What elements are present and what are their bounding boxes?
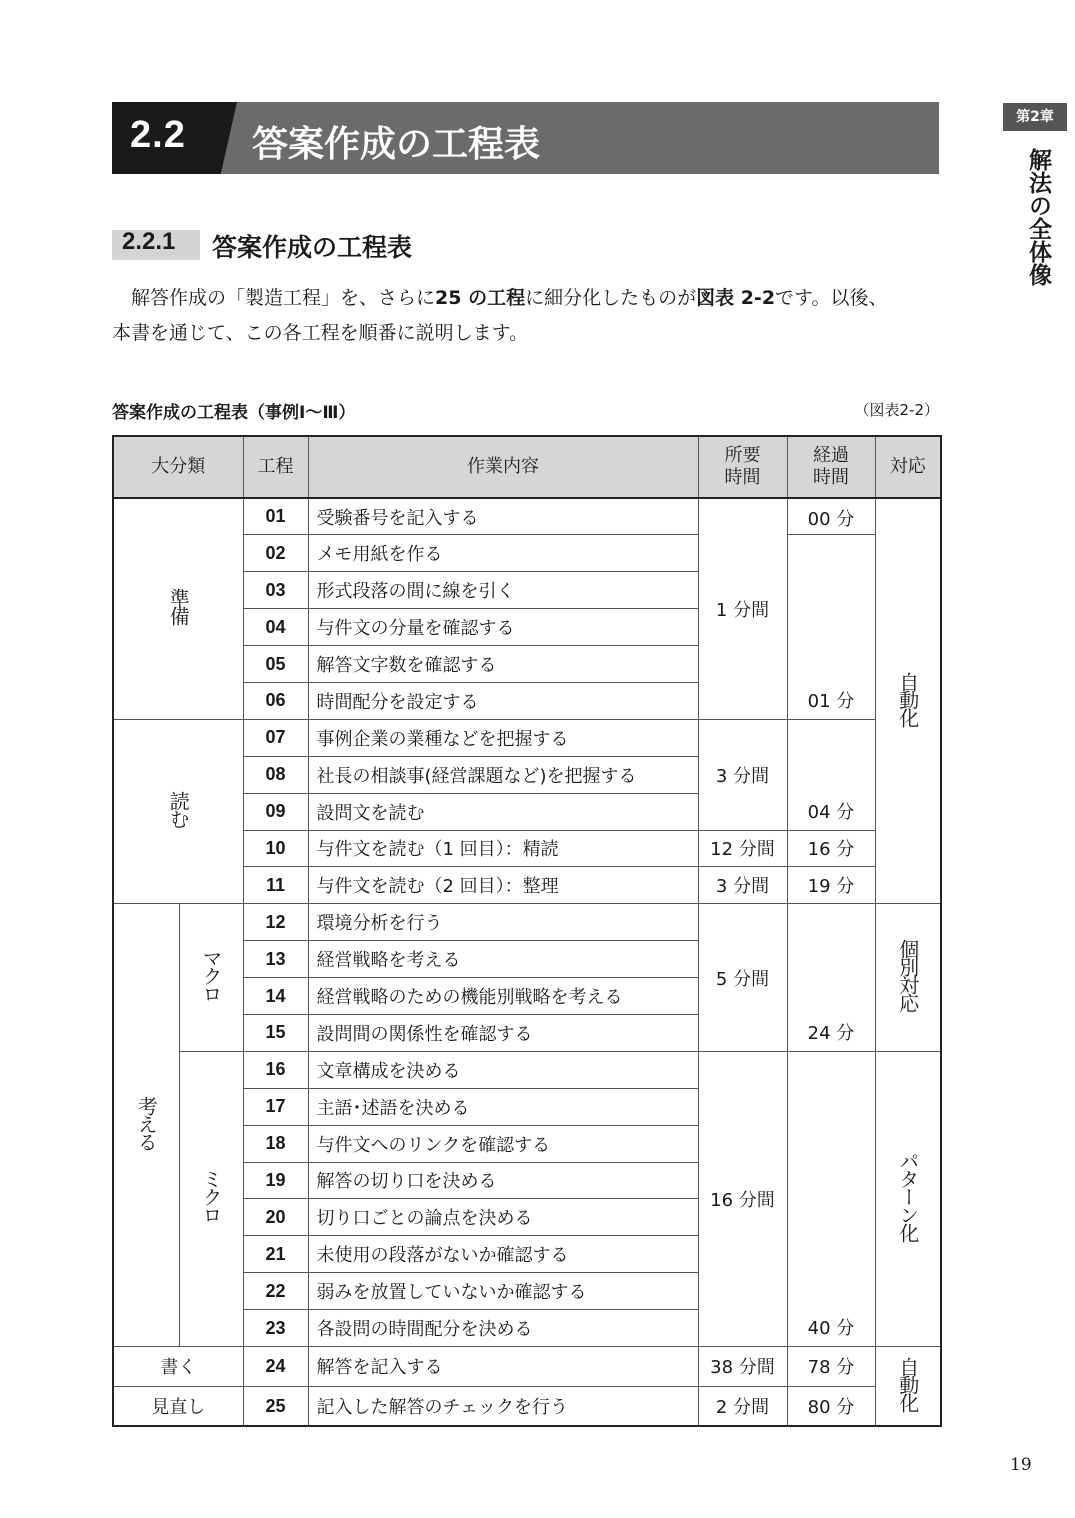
step-number: 12 bbox=[243, 904, 308, 941]
task-text: 弱みを放置していないか確認する bbox=[308, 1273, 698, 1310]
step-number: 09 bbox=[243, 793, 308, 830]
step-number: 18 bbox=[243, 1125, 308, 1162]
category-think bbox=[113, 904, 179, 1347]
step-number: 19 bbox=[243, 1162, 308, 1199]
process-table bbox=[112, 435, 942, 1427]
task-text: 経営戦略を考える bbox=[308, 941, 698, 978]
time-required: 2 分間 bbox=[698, 1386, 787, 1426]
time-required: 16 分間 bbox=[698, 1051, 787, 1346]
header-step: 工程 bbox=[243, 436, 308, 498]
elapsed-time: 24 分 bbox=[787, 904, 875, 1052]
handling-pattern bbox=[875, 1051, 941, 1346]
para-bold: 図表 2-2 bbox=[696, 287, 776, 309]
step-number: 05 bbox=[243, 646, 308, 683]
elapsed-time: 04 分 bbox=[787, 719, 875, 830]
handling-label: 自動化 bbox=[895, 1356, 920, 1411]
step-number: 14 bbox=[243, 978, 308, 1015]
para-text: 解答作成の「製造工程」を、さらに bbox=[112, 287, 436, 309]
elapsed-time: 19 分 bbox=[787, 867, 875, 904]
step-number: 08 bbox=[243, 756, 308, 793]
section-header-bar bbox=[112, 102, 939, 174]
category-label: 読む bbox=[166, 791, 191, 828]
time-required: 1 分間 bbox=[698, 498, 787, 719]
header-category: 大分類 bbox=[113, 436, 243, 498]
time-required: 3 分間 bbox=[698, 867, 787, 904]
table-row bbox=[113, 1051, 941, 1088]
task-text: 受験番号を記入する bbox=[308, 498, 698, 535]
elapsed-time: 78 分 bbox=[787, 1346, 875, 1386]
task-text: 主語･述語を決める bbox=[308, 1088, 698, 1125]
task-text: 与件文へのリンクを確認する bbox=[308, 1125, 698, 1162]
para-text: に細分化したものが bbox=[525, 287, 697, 309]
task-text: 形式段落の間に線を引く bbox=[308, 572, 698, 609]
subsection-title: 答案作成の工程表 bbox=[212, 233, 413, 262]
table-header-row bbox=[113, 436, 941, 498]
task-text: 設問間の関係性を確認する bbox=[308, 1014, 698, 1051]
paragraph-line-2: 本書を通じて、この各工程を順番に説明します。 bbox=[112, 322, 529, 344]
header-elapsed: 経過 時間 bbox=[787, 436, 875, 498]
elapsed-time: 80 分 bbox=[787, 1386, 875, 1426]
category-label: 準備 bbox=[166, 588, 191, 625]
task-text: 事例企業の業種などを把握する bbox=[308, 719, 698, 756]
para-text: です。以後、 bbox=[775, 287, 888, 309]
step-number: 10 bbox=[243, 830, 308, 867]
elapsed-time: 16 分 bbox=[787, 830, 875, 867]
step-number: 17 bbox=[243, 1088, 308, 1125]
table-row bbox=[113, 1386, 941, 1426]
table-row bbox=[113, 719, 941, 756]
step-number: 16 bbox=[243, 1051, 308, 1088]
step-number: 15 bbox=[243, 1014, 308, 1051]
category-read bbox=[113, 719, 243, 903]
figure-title: 答案作成の工程表（事例Ⅰ～Ⅲ） bbox=[112, 403, 356, 423]
elapsed-time: 01 分 bbox=[787, 535, 875, 719]
elapsed-time: 40 分 bbox=[787, 1051, 875, 1346]
task-text: 未使用の段落がないか確認する bbox=[308, 1236, 698, 1273]
time-required: 3 分間 bbox=[698, 719, 787, 830]
handling-label: 自動化 bbox=[895, 671, 920, 726]
step-number: 07 bbox=[243, 719, 308, 756]
time-required: 12 分間 bbox=[698, 830, 787, 867]
category-prep bbox=[113, 498, 243, 719]
task-text: 与件文の分量を確認する bbox=[308, 609, 698, 646]
category-macro bbox=[179, 904, 243, 1052]
section-number: 2.2 bbox=[130, 114, 186, 156]
task-text: 文章構成を決める bbox=[308, 1051, 698, 1088]
chapter-tab: 第2章 bbox=[1003, 103, 1067, 131]
elapsed-time: 00 分 bbox=[787, 498, 875, 535]
step-number: 21 bbox=[243, 1236, 308, 1273]
step-number: 01 bbox=[243, 498, 308, 535]
category-write: 書く bbox=[113, 1346, 243, 1386]
step-number: 02 bbox=[243, 535, 308, 572]
step-number: 13 bbox=[243, 941, 308, 978]
category-review: 見直し bbox=[113, 1386, 243, 1426]
step-number: 06 bbox=[243, 682, 308, 719]
category-micro bbox=[179, 1051, 243, 1346]
task-text: 切り口ごとの論点を決める bbox=[308, 1199, 698, 1236]
step-number: 03 bbox=[243, 572, 308, 609]
handling-individual bbox=[875, 904, 941, 1052]
chapter-vertical-title: 解法の全体像 bbox=[1025, 148, 1051, 286]
task-text: 記入した解答のチェックを行う bbox=[308, 1386, 698, 1426]
task-text: 設問文を読む bbox=[308, 793, 698, 830]
header-handling: 対応 bbox=[875, 436, 941, 498]
time-required: 5 分間 bbox=[698, 904, 787, 1052]
task-text: 各設問の時間配分を決める bbox=[308, 1310, 698, 1347]
step-number: 24 bbox=[243, 1346, 308, 1386]
step-number: 04 bbox=[243, 609, 308, 646]
paragraph-line-1 bbox=[112, 286, 942, 310]
task-text: 解答の切り口を決める bbox=[308, 1162, 698, 1199]
task-text: 経営戦略のための機能別戦略を考える bbox=[308, 978, 698, 1015]
category-label: マクロ bbox=[199, 948, 223, 1003]
task-text: 解答文字数を確認する bbox=[308, 646, 698, 683]
category-label: ミクロ bbox=[199, 1169, 223, 1224]
subsection-number: 2.2.1 bbox=[122, 228, 176, 255]
task-text: 与件文を読む（2 回目）：整理 bbox=[308, 867, 698, 904]
header-time-required: 所要 時間 bbox=[698, 436, 787, 498]
table-row bbox=[113, 1346, 941, 1386]
time-required: 38 分間 bbox=[698, 1346, 787, 1386]
task-text: 社長の相談事(経営課題など)を把握する bbox=[308, 756, 698, 793]
step-number: 23 bbox=[243, 1310, 308, 1347]
table-row bbox=[113, 498, 941, 535]
task-text: 環境分析を行う bbox=[308, 904, 698, 941]
category-label: 考える bbox=[134, 1095, 159, 1150]
handling-auto-2 bbox=[875, 1346, 941, 1426]
table-row bbox=[113, 904, 941, 941]
task-text: 解答を記入する bbox=[308, 1346, 698, 1386]
step-number: 20 bbox=[243, 1199, 308, 1236]
task-text: 時間配分を設定する bbox=[308, 682, 698, 719]
handling-auto bbox=[875, 498, 941, 904]
page-number: 19 bbox=[1010, 1455, 1032, 1475]
header-task: 作業内容 bbox=[308, 436, 698, 498]
step-number: 22 bbox=[243, 1273, 308, 1310]
section-title: 答案作成の工程表 bbox=[252, 124, 541, 165]
para-bold: 25 の工程 bbox=[435, 287, 526, 309]
handling-label: パターン化 bbox=[895, 1151, 920, 1242]
step-number: 25 bbox=[243, 1386, 308, 1426]
handling-label: 個別対応 bbox=[895, 939, 920, 1012]
step-number: 11 bbox=[243, 867, 308, 904]
task-text: メモ用紙を作る bbox=[308, 535, 698, 572]
figure-label: （図表2-2） bbox=[854, 401, 939, 419]
task-text: 与件文を読む（1 回目）：精読 bbox=[308, 830, 698, 867]
